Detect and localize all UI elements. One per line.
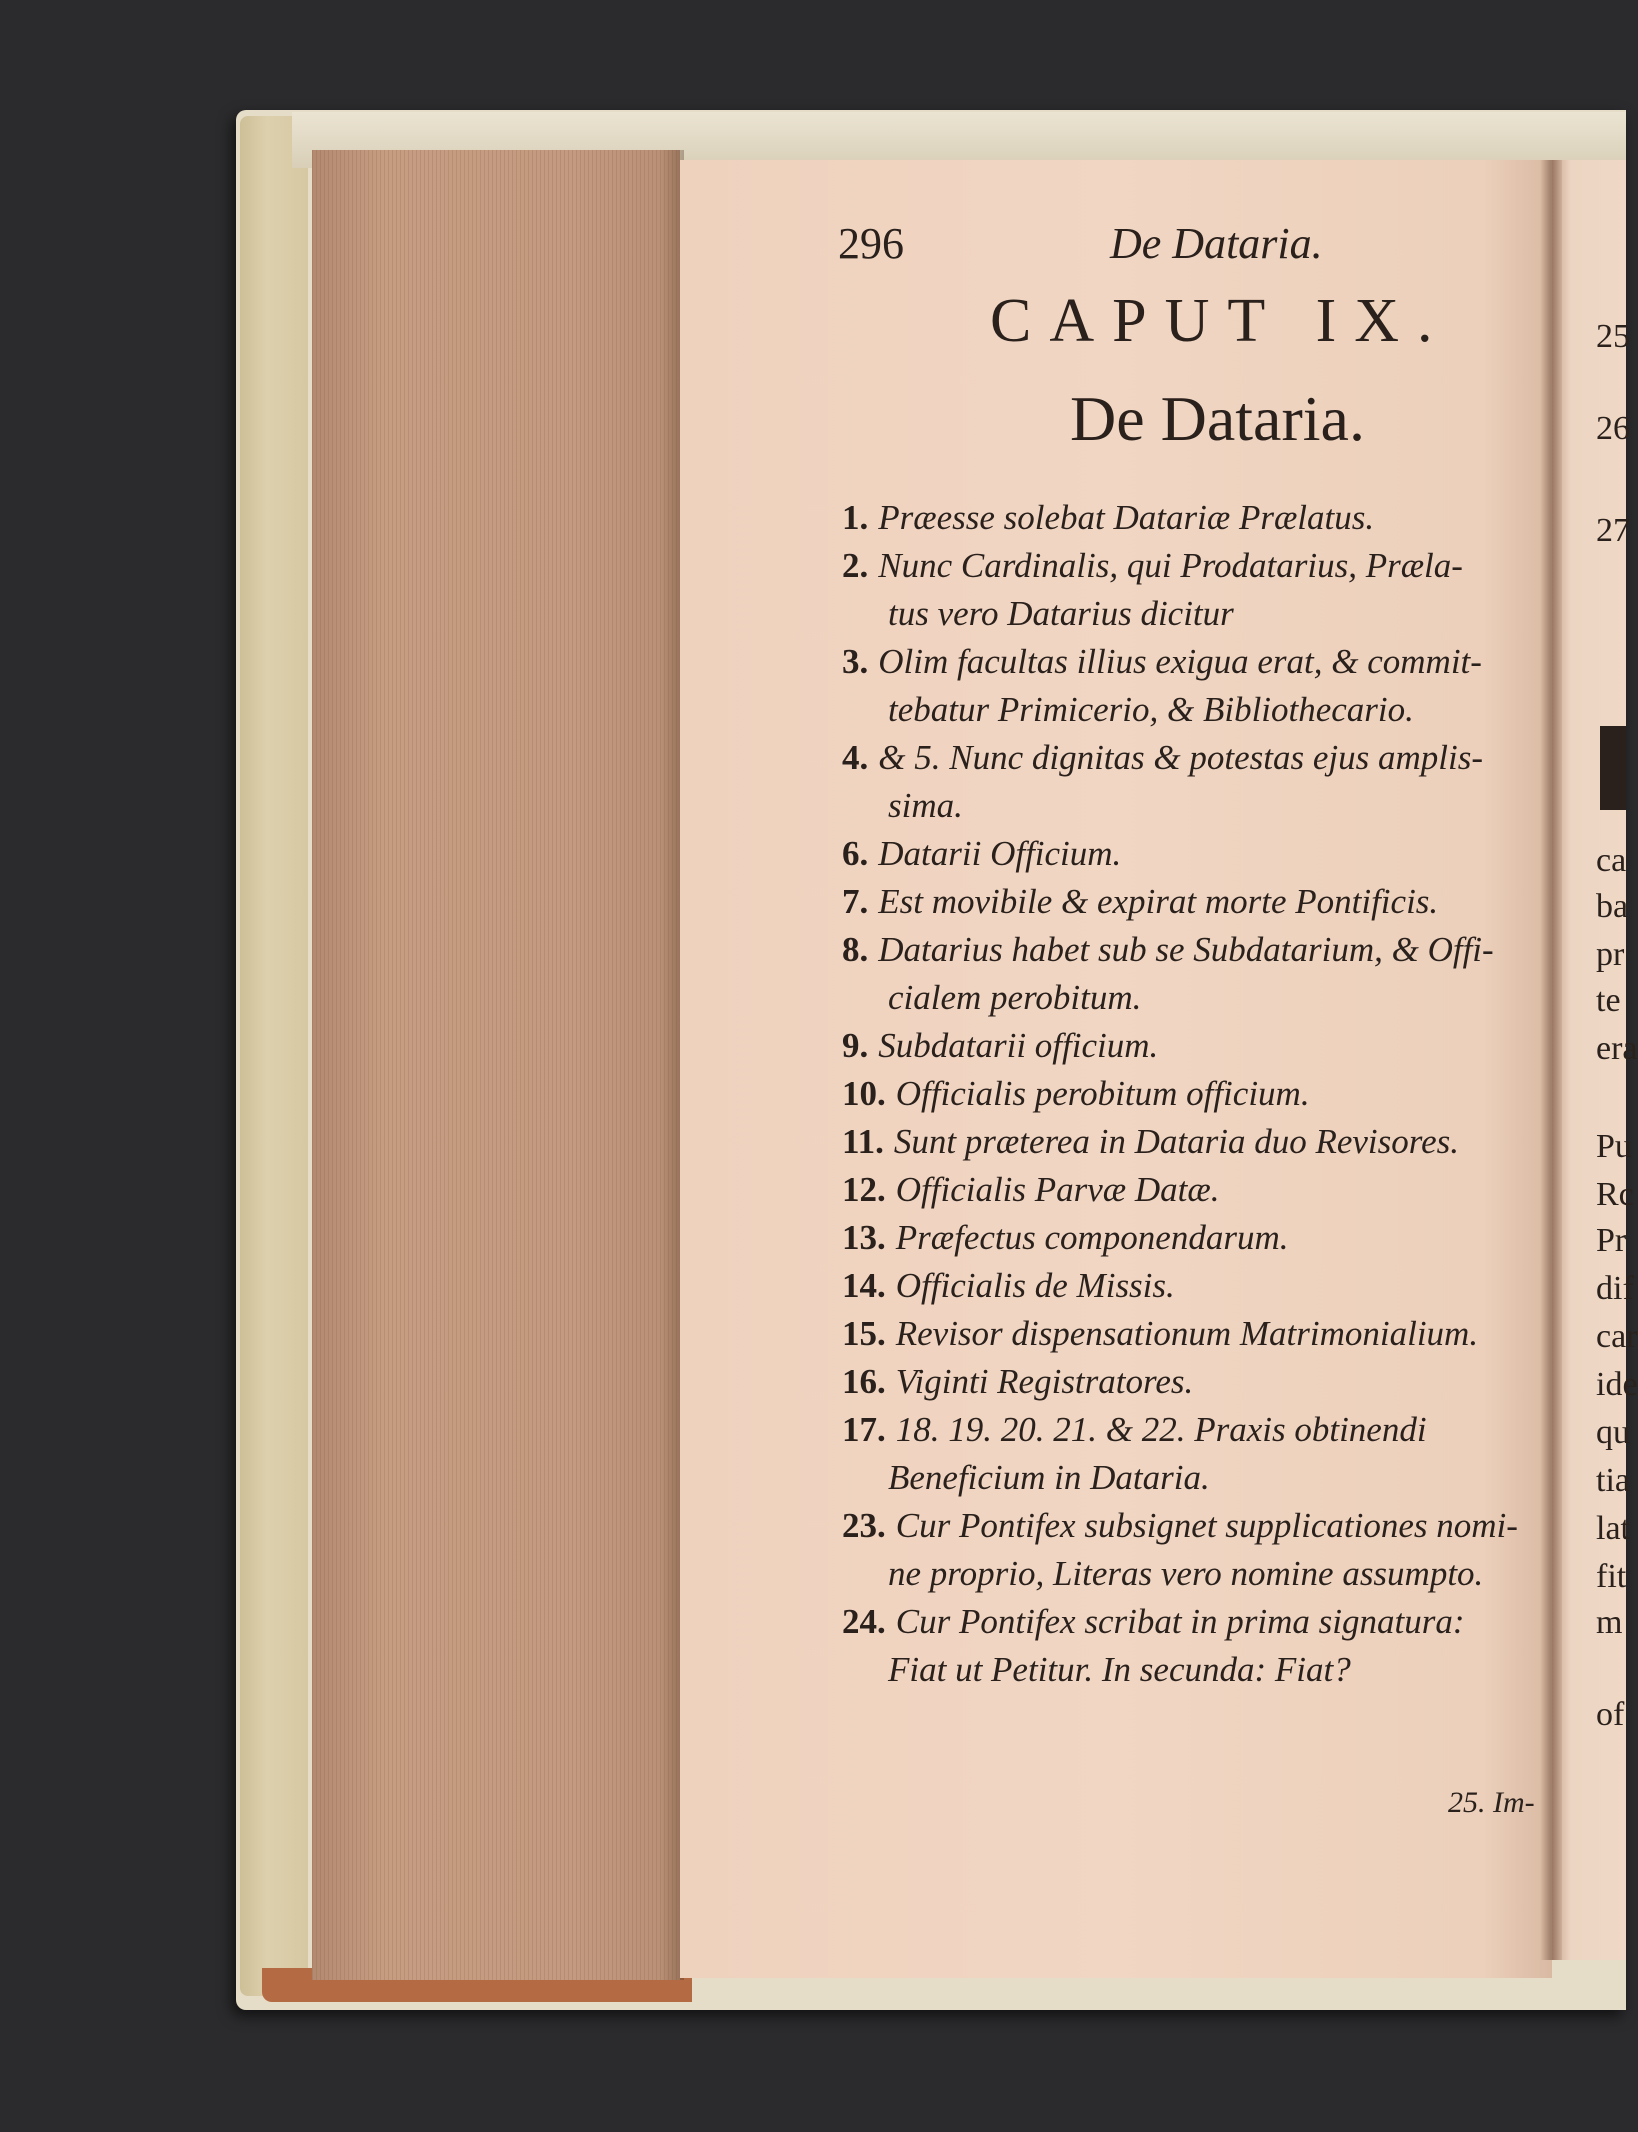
contents-item-number: 10.: [842, 1074, 886, 1113]
catchword: 25. Im-: [1448, 1786, 1535, 1819]
contents-line: [842, 1550, 1542, 1598]
contents-line: [842, 1214, 1542, 1262]
contents-item-text: Sunt præterea in Dataria duo Revisores.: [893, 1122, 1459, 1161]
contents-item-text: tebatur Primicerio, & Bibliothecario.: [888, 690, 1414, 729]
contents-item-text: Officialis de Missis.: [895, 1266, 1175, 1305]
contents-item-number: 9.: [842, 1026, 869, 1065]
contents-item-number: 17.: [842, 1410, 886, 1449]
contents-item-text: Fiat ut Petitur. In secunda: Fiat?: [888, 1650, 1351, 1689]
contents-item-number: 14.: [842, 1266, 886, 1305]
contents-line: [842, 1598, 1542, 1646]
right-page-fragment: m: [1596, 1604, 1623, 1641]
contents-item-text: Subdatarii officium.: [878, 1026, 1159, 1065]
contents-line: [842, 830, 1542, 878]
contents-line: [842, 1454, 1542, 1502]
right-page-fragment: era: [1596, 1030, 1638, 1067]
contents-item-number: 11.: [842, 1122, 884, 1161]
contents-item-number: 1.: [842, 498, 869, 537]
contents-item-text: Præfectus componendarum.: [895, 1218, 1289, 1257]
contents-line: [842, 782, 1542, 830]
contents-item-text: Officialis Parvæ Datæ.: [895, 1170, 1220, 1209]
contents-line: [842, 1022, 1542, 1070]
right-page-fragment: ba: [1596, 888, 1629, 925]
right-page-fragment: ca: [1596, 842, 1627, 879]
contents-item-text: & 5. Nunc dignitas & potestas ejus amplis-: [878, 738, 1483, 777]
contents-line: [842, 638, 1542, 686]
contents-line: [842, 1166, 1542, 1214]
contents-item-text: Viginti Registratores.: [895, 1362, 1194, 1401]
contents-line: [842, 1310, 1542, 1358]
contents-line: [842, 1502, 1542, 1550]
contents-item-text: Beneficium in Dataria.: [888, 1458, 1210, 1497]
contents-item-text: Datarius habet sub se Subdatarium, & Offi-: [878, 930, 1494, 969]
contents-line: [842, 926, 1542, 974]
contents-line: [842, 686, 1542, 734]
contents-item-text: Olim facultas illius exigua erat, & commit-: [878, 642, 1482, 681]
right-page-fragment: 26: [1596, 410, 1630, 447]
contents-line: [842, 734, 1542, 782]
contents-item-text: Cur Pontifex scribat in prima signatura:: [895, 1602, 1465, 1641]
contents-line: [842, 542, 1542, 590]
right-page-fragment: car: [1596, 1318, 1638, 1355]
right-page-fragment: pr: [1596, 936, 1625, 973]
right-page-fragment: qu: [1596, 1414, 1630, 1451]
book-gutter: [1540, 160, 1562, 1960]
contents-item-text: Nunc Cardinalis, qui Prodatarius, Præla-: [878, 546, 1463, 585]
contents-item-number: 6.: [842, 834, 869, 873]
contents-item-text: Cur Pontifex subsignet supplicationes nomi-: [895, 1506, 1518, 1545]
contents-item-text: cialem perobitum.: [888, 978, 1142, 1017]
contents-item-number: 12.: [842, 1170, 886, 1209]
cover-left-edge: [240, 116, 308, 1996]
contents-item-text: ne proprio, Literas vero nomine assumpto.: [888, 1554, 1484, 1593]
decorated-initial-fragment: [1600, 726, 1626, 810]
contents-item-number: 15.: [842, 1314, 886, 1353]
contents-item-text: Datarii Officium.: [878, 834, 1122, 873]
right-page-fragment: dif: [1596, 1270, 1634, 1307]
contents-item-text: 18. 19. 20. 21. & 22. Praxis obtinendi: [895, 1410, 1427, 1449]
contents-item-number: 7.: [842, 882, 869, 921]
contents-item-number: 24.: [842, 1602, 886, 1641]
contents-line: [842, 878, 1542, 926]
page-number: 296: [838, 219, 904, 268]
contents-item-text: Revisor dispensationum Matrimonialium.: [895, 1314, 1479, 1353]
contents-line: [842, 1646, 1542, 1694]
contents-item-text: Officialis perobitum officium.: [895, 1074, 1310, 1113]
contents-item-text: Est movibile & expirat morte Pontificis.: [878, 882, 1439, 921]
contents-line: [842, 974, 1542, 1022]
right-page-fragment: ide: [1596, 1366, 1638, 1403]
contents-line: [842, 1070, 1542, 1118]
page-block-edges: [312, 150, 680, 1980]
contents-line: [842, 1358, 1542, 1406]
contents-line: [842, 1262, 1542, 1310]
right-page-fragment: lat: [1596, 1510, 1630, 1547]
contents-line: [842, 590, 1542, 638]
right-page-fragment: of: [1596, 1696, 1625, 1733]
right-page-fragment: fit: [1596, 1558, 1627, 1595]
right-page-fragment: 27: [1596, 512, 1630, 549]
contents-item-number: 3.: [842, 642, 869, 681]
chapter-contents-list: [842, 494, 1542, 1694]
running-title: De Dataria.: [1110, 219, 1323, 268]
contents-item-number: 2.: [842, 546, 869, 585]
contents-item-number: 4.: [842, 738, 869, 777]
contents-item-text: Præesse solebat Datariæ Prælatus.: [878, 498, 1375, 537]
chapter-title: De Dataria.: [1070, 383, 1365, 454]
contents-line: [842, 1118, 1542, 1166]
contents-line: [842, 494, 1542, 542]
contents-item-number: 16.: [842, 1362, 886, 1401]
contents-item-text: tus vero Datarius dicitur: [888, 594, 1234, 633]
right-page-fragment: Rc: [1596, 1176, 1634, 1213]
right-page-fragment: Pr: [1596, 1222, 1627, 1259]
contents-item-text: sima.: [888, 786, 963, 825]
right-page-fragment: tia: [1596, 1462, 1630, 1499]
contents-line: [842, 1406, 1542, 1454]
contents-item-number: 13.: [842, 1218, 886, 1257]
contents-item-number: 8.: [842, 930, 869, 969]
right-page-fragment: Pu: [1596, 1128, 1632, 1165]
right-page-fragment: 25: [1596, 318, 1630, 355]
chapter-number: CAPUT IX.: [990, 287, 1451, 355]
right-page-fragment: te: [1596, 982, 1621, 1019]
contents-item-number: 23.: [842, 1506, 886, 1545]
